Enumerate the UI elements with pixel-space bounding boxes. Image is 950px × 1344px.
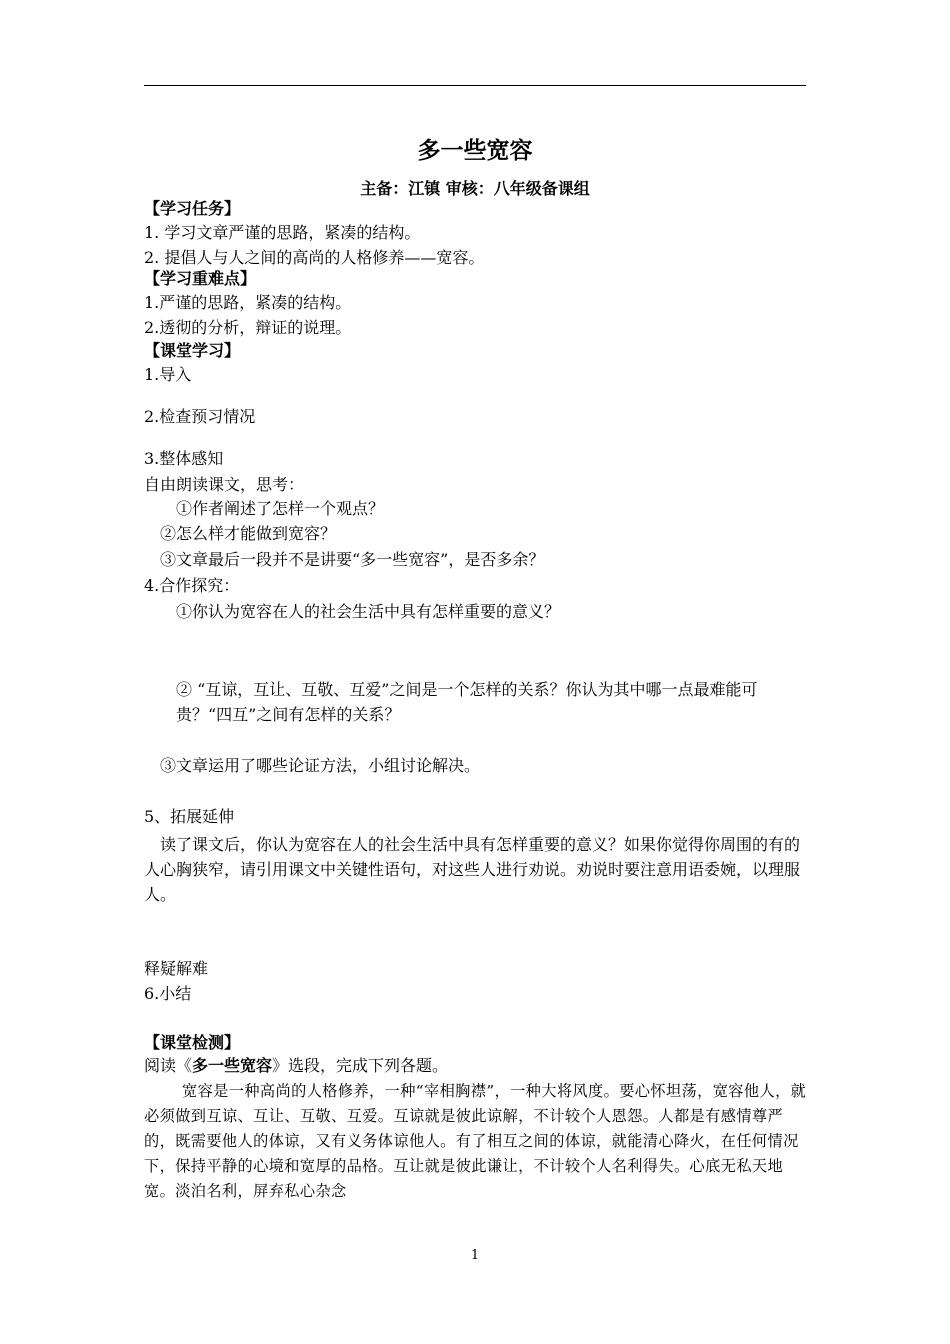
- question-item: ①作者阐述了怎样一个观点？: [176, 499, 385, 518]
- key-point-item: 2.透彻的分析，辩证的说理。: [144, 318, 352, 337]
- key-point-item: 1.严谨的思路，紧凑的结构。: [144, 293, 352, 312]
- page-title: 多一些宽容: [417, 138, 533, 164]
- step-overall-perception: 3.整体感知: [144, 449, 224, 468]
- reading-instruction-suffix: 》选段，完成下列各题。: [272, 1056, 449, 1075]
- doubt-resolution-label: 释疑解难: [144, 959, 209, 978]
- extension-paragraph: 读了课文后，你认为宽容在人的社会生活中具有怎样重要的意义？如果你觉得你周围的有的人心胸狭窄，请引用课文中关键性语句，对这些人进行劝说。劝说时要注意用语委婉，以理服人。: [144, 835, 801, 904]
- reading-instruction-prefix: 阅读《: [144, 1056, 193, 1075]
- task-item: 1. 学习文章严谨的思路，紧凑的结构。: [144, 223, 421, 242]
- question-item: ③文章运用了哪些论证方法，小组讨论解决。: [160, 756, 481, 775]
- question-item: ③文章最后一段并不是讲要“多一些宽容”，是否多余？: [160, 550, 545, 569]
- step-cooperative-inquiry: 4.合作探究：: [144, 576, 240, 595]
- header-rule: [144, 85, 806, 86]
- question-item: ②怎么样才能做到宽容？: [160, 524, 337, 543]
- section-heading-tasks: 【学习任务】: [144, 199, 241, 218]
- question-item: ①你认为宽容在人的社会生活中具有怎样重要的意义？: [176, 602, 561, 621]
- step-preview-check: 2.检查预习情况: [144, 407, 256, 426]
- section-heading-class-study: 【课堂学习】: [144, 341, 241, 360]
- section-heading-key-points: 【学习重难点】: [144, 269, 257, 288]
- reading-title: 多一些宽容: [192, 1056, 273, 1075]
- step-extension: 5、拓展延伸: [144, 807, 235, 826]
- step-intro: 1.导入: [144, 365, 192, 384]
- reading-prompt: 自由朗读课文，思考：: [144, 475, 305, 494]
- page-number: 1: [470, 1248, 480, 1263]
- question-item: ② “互谅，互让、互敬、互爱”之间是一个怎样的关系？你认为其中哪一点最难能可贵？“四互”之间有怎样的关系？: [176, 680, 758, 724]
- step-summary: 6.小结: [144, 984, 192, 1003]
- task-item: 2. 提倡人与人之间的高尚的人格修养——宽容。: [144, 248, 485, 267]
- reading-passage: 宽容是一种高尚的人格修养，一种“宰相胸襟”，一种大将风度。要心怀坦荡，宽容他人，就必须做到互谅、互让、互敬、互爱。互谅就是彼此谅解，不计较个人恩怨。人都是有感情尊严的，既需要他人的体谅，又有义务体谅他人。有了相互之间的体谅，就能清心降火，在任何情况下，保持平静的心境和宽厚的品格。互让就是彼此谦让，不计较个人名利得失。心底无私天地宽。淡泊名利，屏弃私心杂念: [144, 1082, 807, 1200]
- section-heading-class-test: 【课堂检测】: [144, 1033, 241, 1052]
- reading-instruction: [144, 1055, 448, 1077]
- author-line: 主备：江镇 审核：八年级备课组: [360, 179, 590, 198]
